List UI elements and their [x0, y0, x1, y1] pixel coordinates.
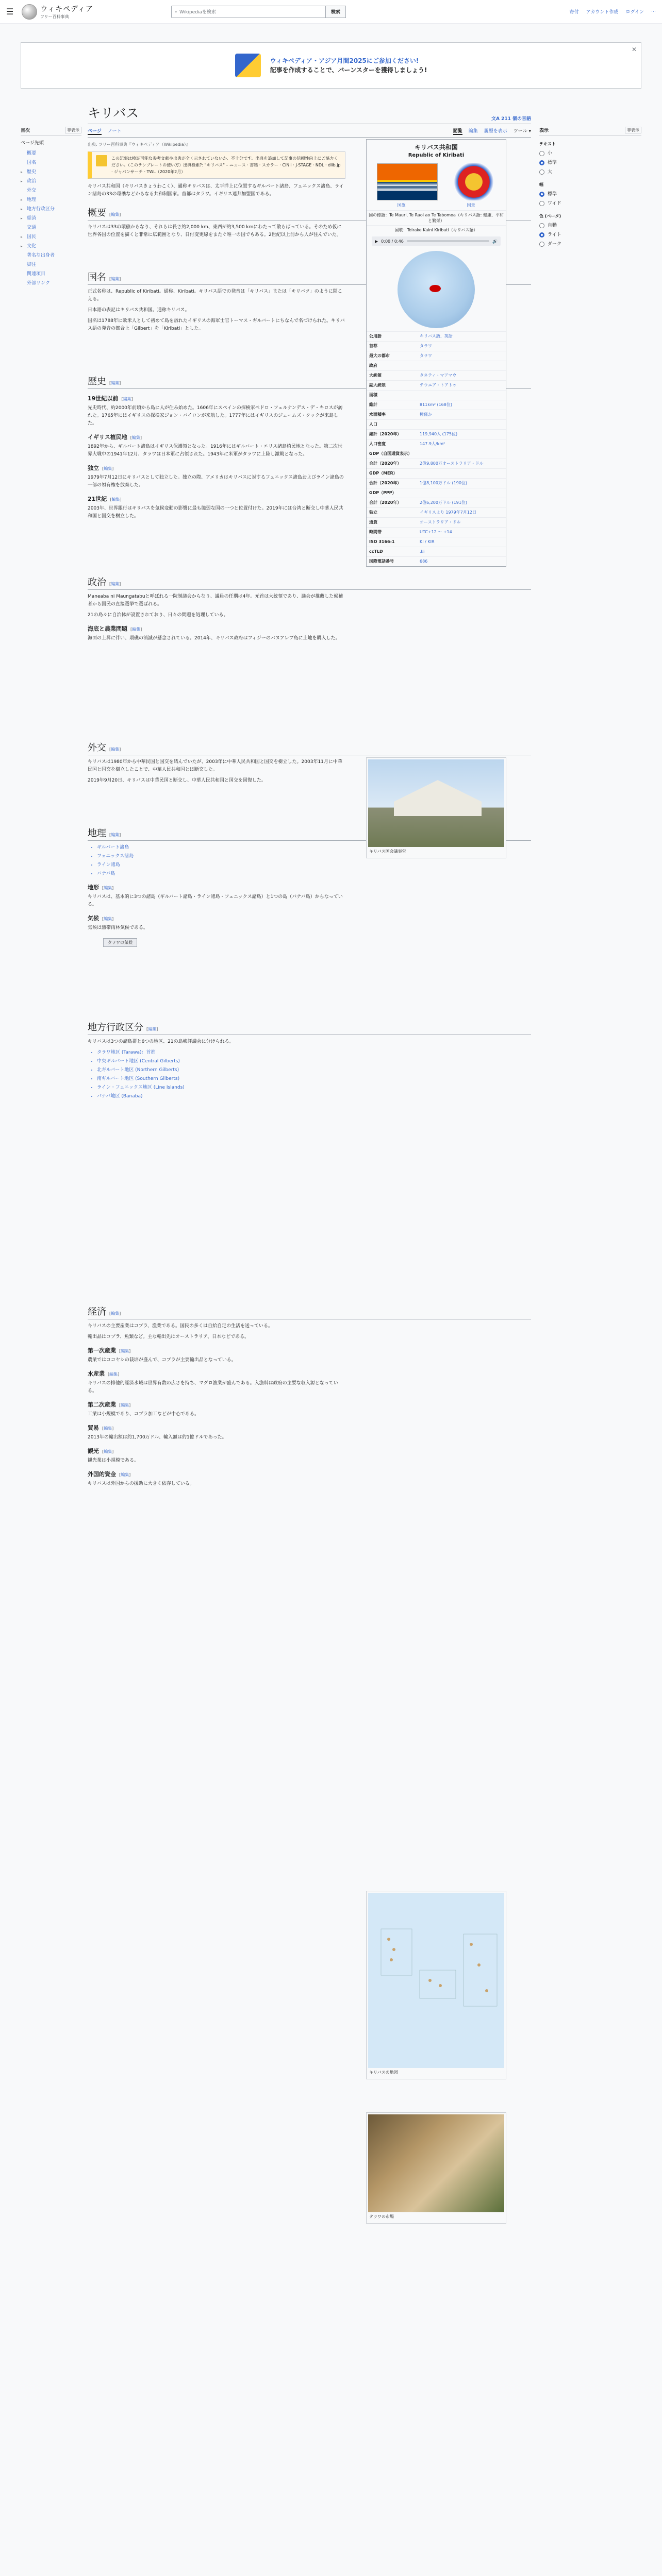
- section-paragraph: 21の島々に自治体が設置されており、日々の問題を処理している。: [88, 613, 228, 618]
- section-title: 概要: [88, 208, 106, 218]
- infobox-row: [367, 361, 506, 370]
- infobox-key: 人口密度: [369, 442, 386, 446]
- flag-caption[interactable]: 国旗: [397, 203, 406, 208]
- search-placeholder: Wikipediaを検索: [179, 10, 216, 15]
- search-icon: ⌕: [175, 9, 178, 14]
- chevron-right-icon[interactable]: ▸: [21, 244, 23, 248]
- subsection-title: 貿易: [88, 1425, 99, 1431]
- subsection-header: [88, 1423, 531, 1432]
- edit-section-link[interactable]: [編集]: [109, 212, 121, 217]
- section-paragraph: キリバスは1980年から中華民国と国交を結んでいたが、2003年に中華人民共和国と国交を樹立した。2003年11月に中華民国と国交を樹立したことで、中華人民共和国とは断交した。: [88, 759, 342, 772]
- toc-item-7[interactable]: [21, 214, 81, 223]
- toc-item-label: 地方行政区分: [27, 207, 55, 212]
- color-auto-label: 自動: [548, 223, 557, 228]
- infobox-value[interactable]: [420, 451, 503, 457]
- flag-image[interactable]: [377, 163, 438, 200]
- list-item[interactable]: • ギルバート諸島: [97, 844, 531, 852]
- chevron-right-icon[interactable]: [21, 279, 25, 288]
- audio-time: 0:00 / 0:46: [381, 239, 404, 244]
- edit-subsection-link[interactable]: [編集]: [102, 1426, 114, 1431]
- search-button[interactable]: 検索: [326, 6, 346, 18]
- toc-sidebar: [21, 127, 81, 288]
- section-paragraph: 国名は1788年に欧米人として初めて島を訪れたイギリスの海軍士官トーマス・ギルバートにちなんで名づけられた。キリバス語の発音の都合上「Gilbert」を「Kiribati」とした。: [88, 318, 345, 331]
- text-small-radio[interactable]: [539, 151, 544, 156]
- list-item[interactable]: • ライン・フェニックス地区 (Line Islands): [97, 1084, 531, 1092]
- subsection-title: 19世紀以前: [88, 395, 119, 402]
- emblem-image[interactable]: [452, 163, 495, 200]
- climate-table-toggle[interactable]: タラワの気候: [103, 938, 137, 947]
- section-title: 外交: [88, 742, 106, 753]
- edit-section-link[interactable]: [編集]: [109, 277, 121, 281]
- subsection-title: 海底と農業問題: [88, 625, 127, 632]
- infobox-key: 合計（2020年）: [369, 500, 402, 505]
- infobox-value[interactable]: 811km² (168位): [420, 402, 452, 407]
- site-name: ウィキペディア: [40, 5, 94, 13]
- chevron-right-icon[interactable]: [21, 260, 25, 269]
- site-header: [0, 0, 662, 24]
- toc-item-2[interactable]: [21, 167, 81, 177]
- chevron-right-icon[interactable]: [21, 251, 25, 260]
- infobox-key: 時間帯: [369, 530, 382, 534]
- list-item[interactable]: • バナバ地区 (Banaba): [97, 1093, 531, 1100]
- list-item[interactable]: • ライン諸島: [97, 861, 531, 869]
- infobox-row: [367, 351, 506, 361]
- subsection-paragraph: キリバスの排他的経済水域は世界有数の広さを持ち、マグロ漁業が盛んである。入漁料は政府の主要な収入源となっている。: [88, 1381, 338, 1394]
- section-paragraph: 日本語の表記はキリバス共和国。通称キリバス。: [88, 308, 190, 313]
- subsection-paragraph: 観光業は小規模である。: [88, 1458, 139, 1463]
- toc-item-12[interactable]: [21, 260, 81, 269]
- subsection-paragraph: 気候は熱帯雨林気候である。: [88, 925, 148, 930]
- infobox-key: 最大の都市: [369, 353, 390, 358]
- more-menu-icon[interactable]: ⋯: [651, 9, 656, 14]
- kiribati-map-image[interactable]: [368, 1893, 504, 2068]
- toc-item-13[interactable]: [21, 269, 81, 279]
- text-standard-label: 標準: [548, 160, 557, 165]
- infobox-row: [367, 556, 506, 566]
- section-title: 地理: [88, 828, 106, 838]
- subsection-header: [88, 1369, 531, 1378]
- subsection-title: 独立: [88, 465, 99, 471]
- infobox-row: [367, 400, 506, 410]
- infobox-row: [367, 341, 506, 351]
- toc-item-label: 外部リンク: [27, 281, 50, 286]
- market-caption: タラワの市場: [369, 2214, 394, 2219]
- infobox-row: [367, 449, 506, 459]
- subsection-paragraph: キリバスは外国からの援助に大きく依存している。: [88, 1481, 194, 1486]
- section-paragraph: キリバスは33の環礁からなり、それらは長さ約2,000 km、東西が約3,500 kmにわたって散らばっている。そのため仮に世界各国の位置を描くと非常に広範囲となり、日付変更線をまたぐ唯一の国でもある。2世紀以上前から人が住んでいた。: [88, 225, 342, 238]
- infobox-value[interactable]: UTC+12 〜 +14: [420, 530, 452, 534]
- width-standard-label: 標準: [548, 192, 557, 197]
- site-tagline: フリー百科事典: [40, 14, 69, 19]
- infobox-key: 政府: [369, 363, 377, 368]
- infobox-value[interactable]: [420, 470, 503, 477]
- infobox-value[interactable]: [420, 392, 503, 398]
- infobox-value[interactable]: 1億8,100万ドル (190位): [420, 481, 468, 485]
- search-input[interactable]: [171, 6, 326, 18]
- create-account-link[interactable]: アカウント作成: [586, 10, 619, 15]
- toc-item-label: 国民: [27, 234, 37, 240]
- section-header: [88, 1020, 531, 1035]
- subsection-header: [88, 1447, 531, 1455]
- edit-subsection-link[interactable]: [編集]: [102, 886, 114, 890]
- toc-item-label: 政治: [27, 179, 37, 184]
- section-title: 歴史: [88, 376, 106, 386]
- edit-section-link[interactable]: [編集]: [109, 1311, 121, 1316]
- toc-item-9[interactable]: [21, 232, 81, 242]
- toc-item-10[interactable]: [21, 242, 81, 251]
- subsection-paragraph: 1892年から、ギルバート諸島はイギリス保護領となった。1916年にはギルバート・エリス諸島植民地となった。第二次世界大戦中の1941年12月、タラワは日本軍に占領された。1943年に米軍がタラワに上陸し激戦となった。: [88, 444, 343, 457]
- infobox-key: ISO 3166-1: [369, 539, 395, 544]
- market-figure: [366, 2112, 506, 2224]
- toc-item-label: 概要: [27, 151, 37, 156]
- toc-item-11[interactable]: [21, 251, 81, 260]
- infobox-key: 独立: [369, 510, 377, 515]
- edit-subsection-link[interactable]: [編集]: [130, 435, 142, 440]
- section-header: [88, 575, 531, 590]
- subsection-title: 地形: [88, 884, 99, 891]
- subsection-paragraph: 海面の上昇に伴い、環礁の消滅が懸念されている。2014年、キリバス政府はフィジーのバヌアレブ島に土地を購入した。: [88, 636, 340, 641]
- infobox-key: 水面積率: [369, 412, 386, 417]
- color-dark-label: ダーク: [548, 242, 562, 247]
- section-header: [88, 740, 531, 755]
- infobox-row: [367, 507, 506, 517]
- parliament-figure: [366, 757, 506, 858]
- section-header: [88, 1304, 531, 1319]
- infobox-value[interactable]: タラワ: [420, 344, 432, 348]
- infobox-value[interactable]: [420, 363, 503, 369]
- map-caption: キリバスの地図: [369, 2070, 398, 2075]
- infobox-row: [367, 488, 506, 498]
- toc-item-label: 外交: [27, 188, 37, 193]
- toc-item-8[interactable]: [21, 223, 81, 232]
- toc-item-label: 歴史: [27, 170, 37, 175]
- banner-logo-icon: [235, 54, 261, 77]
- tab-edit[interactable]: 編集: [468, 129, 478, 134]
- color-light-label: ライト: [548, 232, 561, 238]
- banner-line-1[interactable]: ウィキペディア・アジア月間2025にご参加ください!: [270, 57, 419, 64]
- infobox-row: [367, 380, 506, 390]
- toc-item-label: 国名: [27, 160, 37, 165]
- infobox-row: [367, 410, 506, 419]
- infobox-key: 総計: [369, 402, 377, 407]
- infobox-value[interactable]: キリバス語、英語: [420, 334, 453, 338]
- parliament-caption: キリバス国会議事堂: [369, 849, 406, 854]
- chevron-right-icon[interactable]: ▸: [21, 179, 23, 183]
- toc-item-label: 文化: [27, 244, 37, 249]
- infobox-key: 首都: [369, 344, 377, 348]
- subsection-title: イギリス植民地: [88, 434, 127, 440]
- infobox-row: [367, 439, 506, 449]
- infobox-row: [367, 390, 506, 400]
- infobox-row: [367, 459, 506, 468]
- subsection-title: 水産業: [88, 1370, 105, 1377]
- toc-item-4[interactable]: [21, 186, 81, 195]
- section-paragraph: キリバスの主要産業はコプラ、漁業である。国民の多くは自給自足の生活を送っている。: [88, 1324, 273, 1329]
- chevron-right-icon[interactable]: ▸: [21, 235, 23, 239]
- width-label: 幅: [539, 182, 543, 187]
- tools-menu[interactable]: ツール ▾: [513, 129, 531, 134]
- edit-subsection-link[interactable]: [編集]: [102, 917, 114, 921]
- infobox-value[interactable]: 2億9,800万オーストラリア・ドル: [420, 461, 484, 466]
- infobox-value[interactable]: 686: [420, 559, 428, 564]
- section-paragraph: Maneaba ni Maungatabuと呼ばれる一院制議会からなり、議員の任期は4年。元首は大統領であり、議会が推薦した候補者から国民の直接選挙で選ばれる。: [88, 594, 343, 607]
- toc-item-6[interactable]: [21, 205, 81, 214]
- color-label: 色 (ベータ): [539, 214, 561, 218]
- toc-hide-button[interactable]: 非表示: [65, 127, 81, 133]
- intro-paragraph: キリバス共和国（キリバスきょうわこく）、通称キリバスは、太平洋上に位置するギルバート諸島、フェニックス諸島、ライン諸島の33の環礁などからなる共和制国家。首都はタラワ。イギリス連邦加盟国である。: [88, 184, 344, 197]
- notice-text: この記事は検証可能な参考文献や出典が全く示されていないか、不十分です。出典を追加して記事の信頼性向上にご協力ください。（このテンプレートの使い方）出典検索?: "キリバス" – ニュース · 書籍 · スカラー · CiNii · J-STAGE · NDL · dlib.jp · ジャパンサーチ · TWL（2020年2月）: [111, 156, 341, 174]
- map-figure: [366, 1891, 506, 2079]
- subsection-paragraph: 先史時代、約2000年前頃から島に人が住み始めた。1606年にスペインの探検家ペドロ・フェルナンデス・デ・キロスが訪れた。1765年にはイギリスの探検家ジョン・バイロンが来航した。1777年にはイギリスのジェームズ・クックが来島した。: [88, 405, 343, 426]
- infobox-value[interactable]: 2億6,200万ドル (191位): [420, 500, 468, 505]
- infobox-row: [367, 498, 506, 507]
- emblem-caption[interactable]: 国章: [467, 203, 475, 208]
- appearance-sidebar: [539, 127, 641, 249]
- campaign-banner: [21, 42, 641, 89]
- subsection-paragraph: 1979年7月12日にキリバスとして独立した。独立の際、アメリカはキリバスに対するフェニックス諸島およびライン諸島の一部の領有権を放棄した。: [88, 475, 344, 488]
- edit-section-link[interactable]: [編集]: [109, 833, 121, 837]
- main-menu-icon[interactable]: ☰: [6, 7, 14, 16]
- subsection-paragraph: キリバスは、基本的に3つの諸島（ギルバート諸島・ライン諸島・フェニックス諸島）と1つの島（バナバ島）からなっている。: [88, 894, 343, 907]
- anthem: 国歌：Teirake Kaini Kiribati（キリバス語）: [367, 225, 506, 234]
- edit-section-link[interactable]: [編集]: [109, 381, 121, 385]
- edit-subsection-link[interactable]: [編集]: [119, 1403, 131, 1408]
- infobox-value[interactable]: オーストラリア・ドル: [420, 520, 461, 524]
- text-size-label: テキスト: [539, 142, 556, 146]
- section-paragraph: 正式名称は、Republic of Kiribati。通称、Kiribati。キリバス語での発音は「キリバス」または「キリバツ」のように聞こえる。: [88, 289, 342, 302]
- color-dark-radio[interactable]: [539, 242, 544, 247]
- donate-link[interactable]: 寄付: [569, 10, 579, 15]
- chevron-right-icon[interactable]: ▸: [21, 170, 23, 174]
- subsection-header: [88, 1400, 531, 1409]
- infobox-value[interactable]: [420, 421, 503, 428]
- section-title: 経済: [88, 1307, 106, 1317]
- chevron-right-icon[interactable]: [21, 186, 25, 195]
- text-large-radio[interactable]: [539, 170, 544, 175]
- tab-article[interactable]: ページ: [88, 127, 102, 135]
- list-item[interactable]: • 南ギルバート地区 (Southern Gilberts): [97, 1075, 531, 1083]
- edit-subsection-link[interactable]: [編集]: [119, 1472, 131, 1477]
- list-item[interactable]: • 北ギルバート地区 (Northern Gilberts): [97, 1066, 531, 1074]
- section-paragraph: 2019年9月20日、キリバスは中華民国と断交し、中華人民共和国と国交を回復した。: [88, 778, 266, 783]
- language-button[interactable]: 文A 211 個の言語: [491, 116, 531, 122]
- section-title: 地方行政区分: [88, 1022, 143, 1032]
- appearance-hide-button[interactable]: 非表示: [625, 127, 641, 133]
- close-icon[interactable]: ✕: [631, 46, 637, 53]
- tab-talk[interactable]: ノート: [107, 129, 122, 134]
- edit-subsection-link[interactable]: [編集]: [110, 497, 122, 502]
- infobox-row: [367, 478, 506, 488]
- subsection-header: [88, 624, 531, 633]
- list-item[interactable]: • タラワ地区 (Tarawa)：首都: [97, 1049, 531, 1057]
- infobox-title: キリバス共和国: [415, 144, 458, 151]
- section-title: 国名: [88, 272, 106, 282]
- edit-subsection-link[interactable]: [編集]: [108, 1372, 120, 1377]
- subsection-title: 第一次産業: [88, 1347, 116, 1354]
- edit-subsection-link[interactable]: [編集]: [121, 397, 133, 401]
- width-wide-radio[interactable]: [539, 201, 544, 206]
- chevron-right-icon[interactable]: [21, 149, 25, 158]
- color-auto-radio[interactable]: [539, 223, 544, 228]
- subsection-paragraph: 2013年の輸出額は約1,700万ドル、輸入額は約1億ドルであった。: [88, 1435, 227, 1440]
- text-standard-radio[interactable]: [539, 160, 544, 165]
- text-large-label: 大: [548, 170, 553, 175]
- subsection-header: [88, 883, 531, 891]
- chevron-right-icon[interactable]: [21, 223, 25, 232]
- subsection-header: [88, 914, 531, 922]
- width-wide-label: ワイド: [548, 201, 561, 206]
- infobox-row: [367, 419, 506, 429]
- infobox-row: [367, 429, 506, 439]
- infobox-key: 総計（2020年）: [369, 432, 402, 436]
- chevron-right-icon[interactable]: ▸: [21, 207, 23, 211]
- edit-subsection-link[interactable]: [編集]: [119, 1349, 131, 1353]
- edit-subsection-link[interactable]: [編集]: [130, 627, 142, 632]
- infobox-value[interactable]: .ki: [420, 549, 425, 554]
- infobox-value[interactable]: 極僅か: [420, 412, 432, 417]
- edit-section-link[interactable]: [編集]: [109, 582, 121, 586]
- chevron-right-icon[interactable]: ▸: [21, 198, 23, 202]
- infobox-key: 合計（2020年）: [369, 461, 402, 466]
- user-links: [570, 8, 656, 15]
- infobox-value[interactable]: タラワ: [420, 353, 432, 358]
- site-logo[interactable]: [22, 4, 151, 20]
- infobox-key: 副大統領: [369, 383, 386, 387]
- banner-line-2: 記事を作成することで、バーンスターを獲得しましょう!: [270, 66, 427, 74]
- toc-item-1[interactable]: [21, 158, 81, 167]
- volume-icon[interactable]: 🔊: [492, 239, 498, 244]
- toc-item-label: 関連項目: [27, 272, 46, 277]
- infobox-value[interactable]: イギリスより 1979年7月12日: [420, 510, 477, 515]
- infobox-row: [367, 370, 506, 380]
- infobox-key: ccTLD: [369, 549, 383, 554]
- chevron-right-icon[interactable]: [21, 158, 25, 167]
- infobox-value[interactable]: [420, 490, 503, 496]
- toc-item-3[interactable]: [21, 177, 81, 186]
- parliament-image[interactable]: [368, 759, 504, 847]
- subsection-paragraph: 2003年、世界銀行はキリバスを気候変動の影響に最も脆弱な国の一つと位置付けた。2019年には台湾と断交し中華人民共和国と国交を樹立した。: [88, 506, 343, 519]
- edit-subsection-link[interactable]: [編集]: [102, 466, 114, 471]
- toc-item-label: 地理: [27, 197, 37, 202]
- toc-item-14[interactable]: [21, 279, 81, 288]
- tab-read[interactable]: 閲覧: [453, 127, 462, 135]
- section-list: [97, 1049, 531, 1100]
- toc-item-0[interactable]: [21, 149, 81, 158]
- toc-top-link[interactable]: ページ先頭: [21, 141, 44, 146]
- chevron-right-icon[interactable]: [21, 269, 25, 279]
- toc-item-label: 交通: [27, 225, 37, 230]
- subsection-paragraph: 工業は小規模であり、コプラ加工などが中心である。: [88, 1412, 200, 1417]
- page-title: キリバス: [88, 107, 139, 121]
- section-title: 政治: [88, 577, 106, 587]
- list-item[interactable]: • 中央ギルバート地区 (Central Gilberts): [97, 1058, 531, 1065]
- infobox-key: 公用語: [369, 334, 382, 338]
- section-paragraph: キリバスは3つの諸島群と6つの地区、21の島嶼評議会に分けられる。: [88, 1039, 234, 1044]
- country-infobox: [366, 139, 506, 567]
- login-link[interactable]: ログイン: [625, 10, 644, 15]
- subsection-header: [88, 1346, 531, 1354]
- toc-item-5[interactable]: [21, 195, 81, 205]
- audio-progress[interactable]: [407, 240, 489, 242]
- play-icon[interactable]: ▶: [375, 239, 378, 244]
- edit-section-link[interactable]: [編集]: [109, 747, 121, 752]
- section-paragraph: 輸出品はコプラ、魚類など。主な輸出先はオーストラリア、日本などである。: [88, 1334, 250, 1340]
- infobox-key: 大統領: [369, 373, 382, 378]
- subsection-title: 観光: [88, 1448, 99, 1454]
- subsection-title: 外国的資金: [88, 1471, 116, 1478]
- search-form: [171, 6, 346, 18]
- infobox-key: GDP（自国通貨表示）: [369, 451, 412, 456]
- infobox-row: [367, 537, 506, 547]
- motto: 国の標語：Te Mauri, Te Raoi ao Te Tabomoa（キリバス語: 健康、平和と繁栄）: [367, 210, 506, 225]
- infobox-value[interactable]: テウエア・トアトゥ: [420, 383, 457, 387]
- infobox-key: 国際電話番号: [369, 559, 394, 564]
- infobox-subtitle: Republic of Kiribati: [408, 152, 465, 158]
- toc-item-label: 著名な出身者: [27, 253, 55, 258]
- infobox-key: 面積: [369, 393, 377, 397]
- toc-heading: 目次: [21, 128, 30, 133]
- subsection-paragraph: 農業ではココヤシの栽培が盛んで、コプラが主要輸出品となっている。: [88, 1358, 236, 1363]
- toc-item-label: 脚注: [27, 262, 37, 267]
- infobox-key: 人口: [369, 422, 377, 427]
- subsection-header: [88, 1470, 531, 1478]
- subsection-title: 21世紀: [88, 496, 107, 502]
- list-item[interactable]: • フェニックス諸島: [97, 853, 531, 860]
- infobox-value[interactable]: タネティ・マアマウ: [420, 373, 457, 378]
- list-item[interactable]: • バナバ島: [97, 870, 531, 878]
- infobox-key: GDP（MER）: [369, 471, 398, 476]
- appearance-heading: 表示: [539, 128, 549, 133]
- infobox-value[interactable]: KI / KIR: [420, 539, 435, 544]
- color-light-radio[interactable]: [539, 232, 544, 238]
- market-image[interactable]: [368, 2114, 504, 2212]
- infobox-row: [367, 517, 506, 527]
- citation-notice: [88, 151, 345, 179]
- width-standard-radio[interactable]: [539, 192, 544, 197]
- tab-history[interactable]: 履歴を表示: [484, 129, 507, 134]
- text-small-label: 小: [548, 151, 553, 156]
- chevron-right-icon[interactable]: ▸: [21, 216, 23, 221]
- infobox-value[interactable]: 119,940人 (175位): [420, 432, 458, 436]
- infobox-row: [367, 331, 506, 341]
- infobox-row: [367, 468, 506, 478]
- subsection-title: 気候: [88, 915, 99, 922]
- infobox-key: GDP（PPP）: [369, 490, 396, 495]
- infobox-row: [367, 527, 506, 537]
- toc-item-label: 経済: [27, 216, 37, 221]
- from-wikipedia: 出典: フリー百科事典『ウィキペディア（Wikipedia）』: [88, 142, 190, 147]
- infobox-key: 通貨: [369, 520, 377, 524]
- infobox-key: 合計（2020年）: [369, 481, 402, 485]
- book-icon: [96, 155, 107, 166]
- infobox-row: [367, 547, 506, 556]
- edit-subsection-link[interactable]: [編集]: [102, 1449, 114, 1454]
- location-map[interactable]: [398, 251, 475, 328]
- infobox-value[interactable]: 147.9人/km²: [420, 442, 445, 446]
- subsection-title: 第二次産業: [88, 1401, 116, 1408]
- wikipedia-globe-icon: [22, 4, 37, 20]
- anthem-audio-player[interactable]: [372, 236, 501, 246]
- edit-section-link[interactable]: [編集]: [146, 1027, 158, 1031]
